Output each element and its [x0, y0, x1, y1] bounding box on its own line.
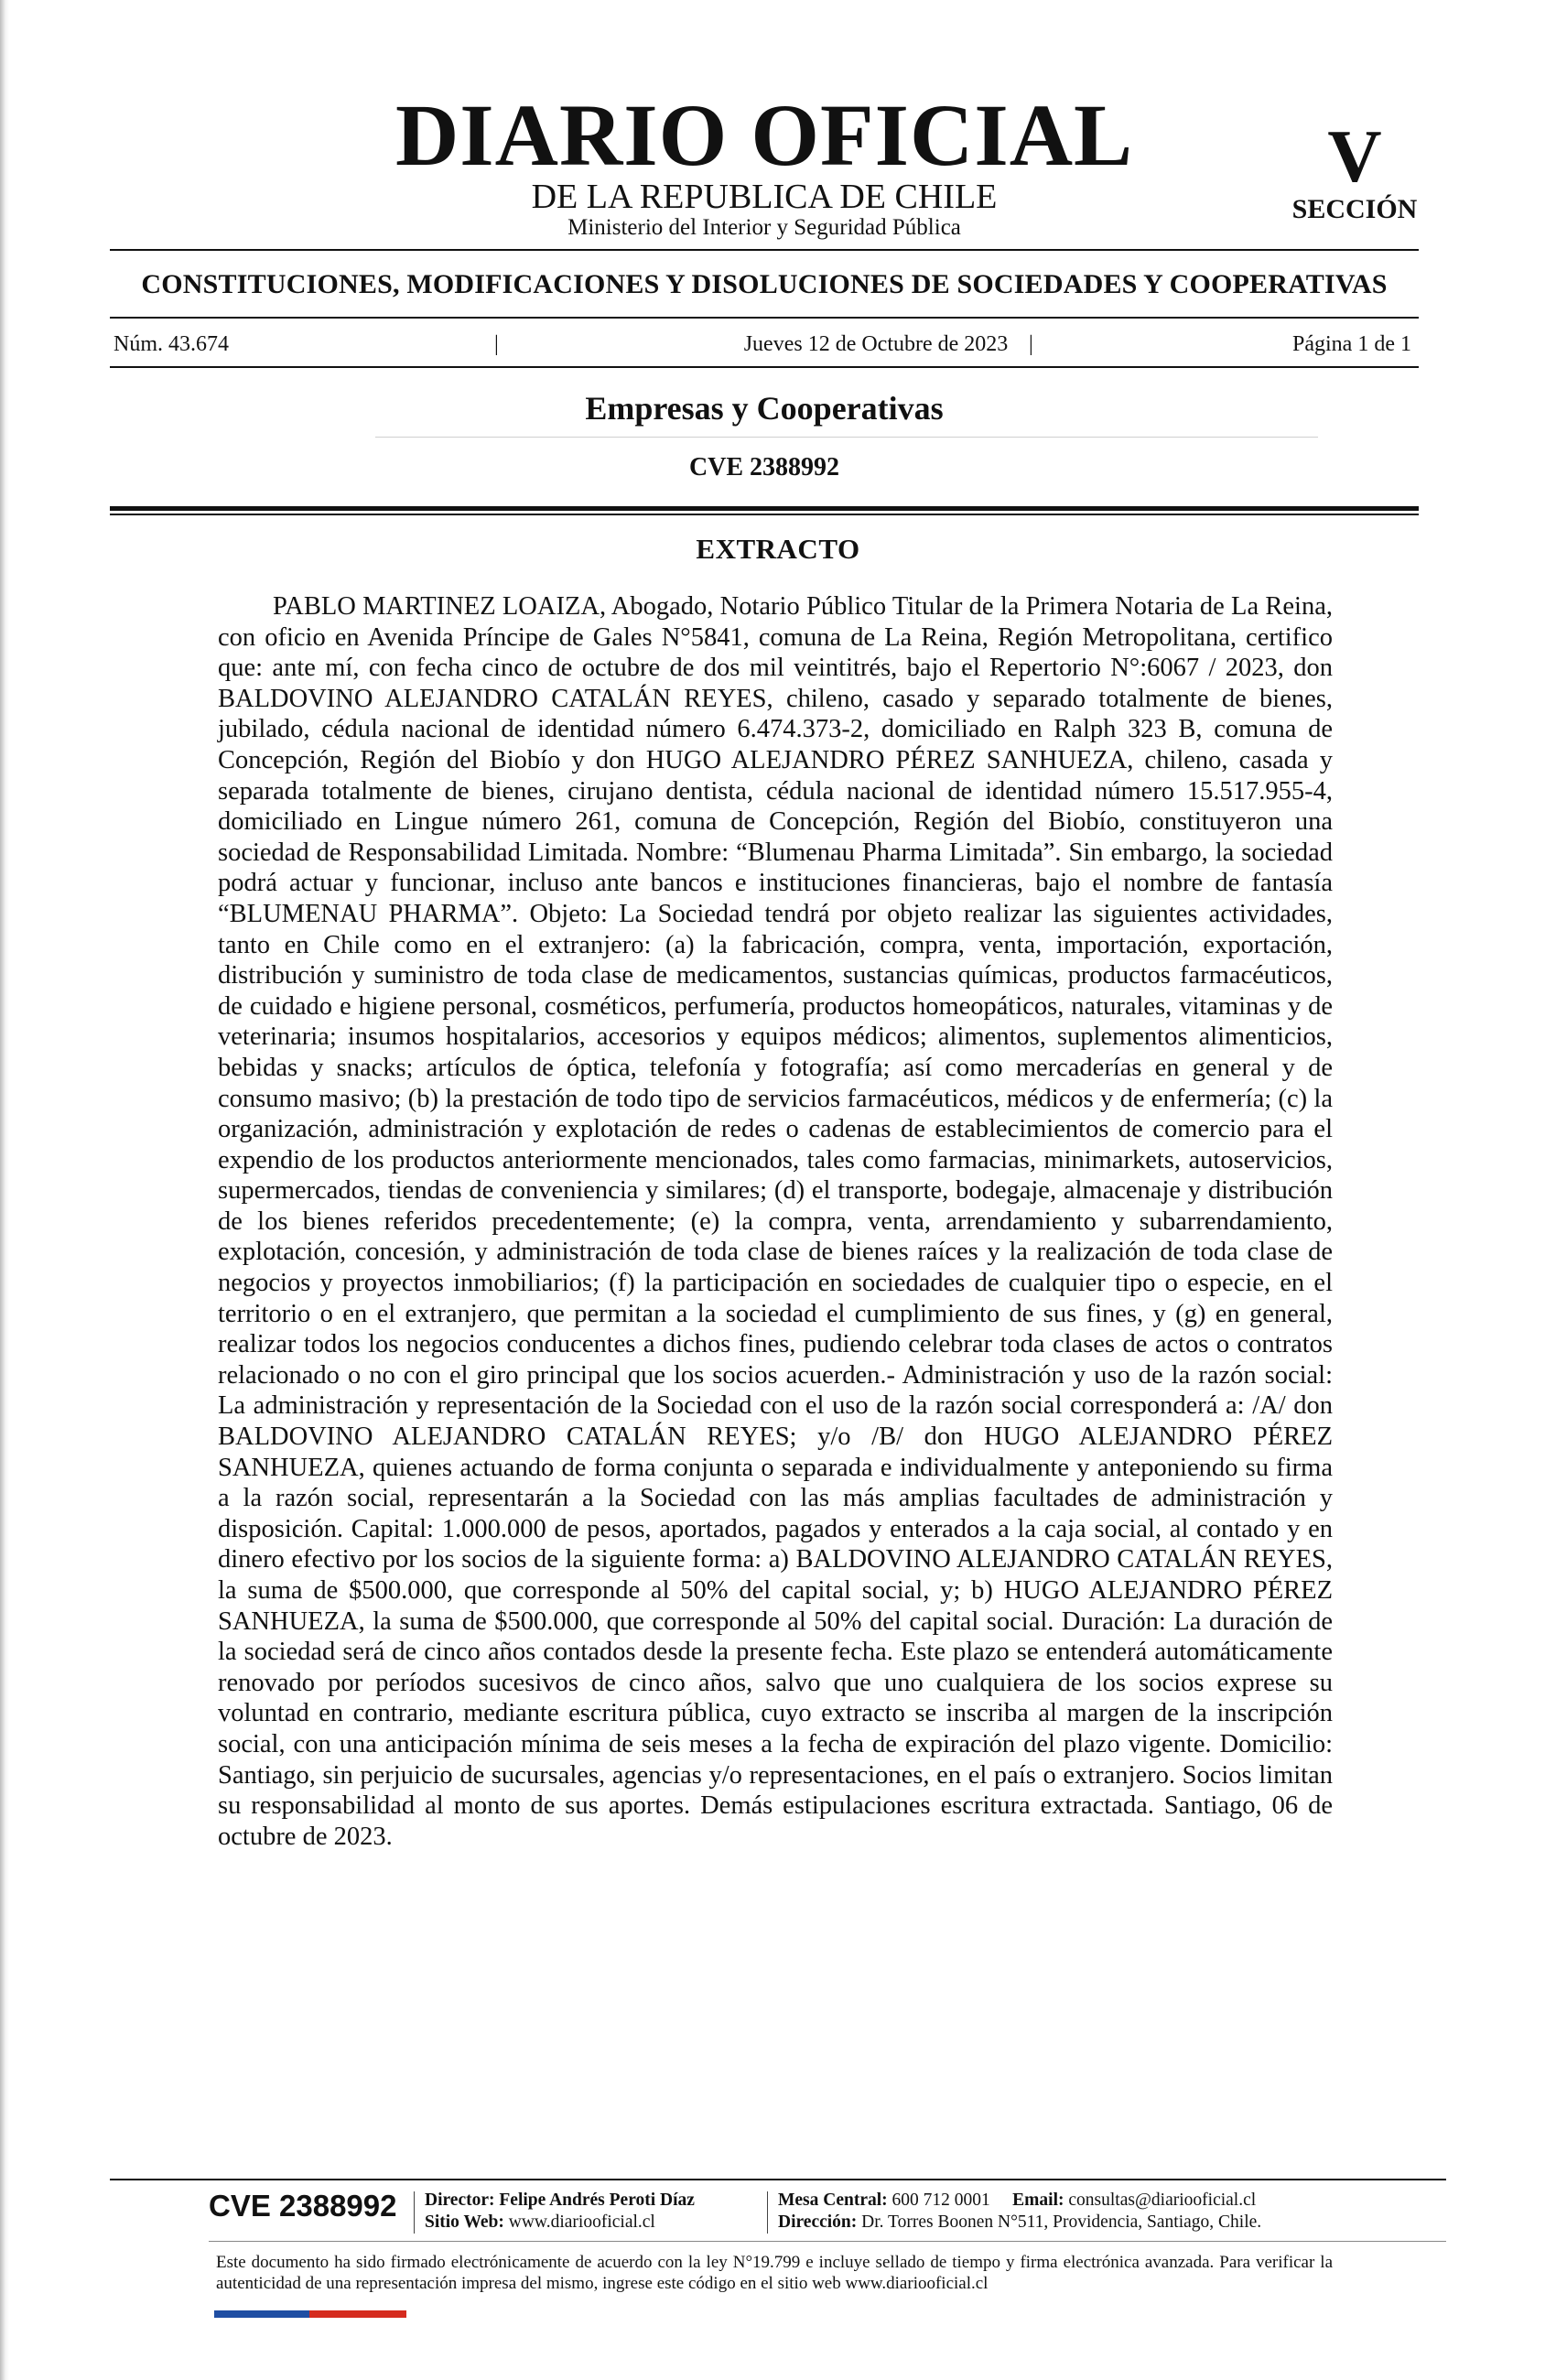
director-label: Director:	[425, 2191, 495, 2210]
issue-number: Núm. 43.674	[113, 332, 229, 356]
header-divider	[110, 317, 1419, 319]
footer-director-line	[425, 2190, 695, 2212]
director-name: Felipe Andrés Peroti Díaz	[499, 2191, 695, 2210]
footer-legal-notice: Este documento ha sido firmado electrónicamente de acuerdo con la ley N°19.799 e incluye sellado de tiempo y firma electrónica avanzada. Para verificar la autenticidad de una representación impresa del mismo, ingrese este código en el sitio web www.diariooficial.cl	[216, 2253, 1333, 2293]
ministry-line: Ministerio del Interior y Seguridad Pública	[567, 215, 961, 240]
flag-stripe-blue	[214, 2310, 309, 2318]
address-text: Dr. Torres Boonen N°511, Providencia, Santiago, Chile.	[861, 2212, 1262, 2232]
footer-divider	[110, 2179, 1446, 2180]
meta-separator: |	[1029, 332, 1033, 356]
issue-date: Jueves 12 de Octubre de 2023	[743, 332, 1009, 356]
cve-code: CVE 2388992	[688, 453, 840, 481]
phone-number: 600 712 0001	[891, 2191, 990, 2210]
meta-separator: |	[494, 332, 499, 356]
web-label: Sitio Web:	[425, 2212, 504, 2232]
newspaper-title: DIARIO OFICIAL	[394, 86, 1134, 184]
newspaper-subtitle: DE LA REPUBLICA DE CHILE	[531, 178, 998, 216]
address-label: Dirección:	[778, 2212, 858, 2232]
footer-director-block	[425, 2190, 695, 2234]
page-indicator: Página 1 de 1	[1292, 332, 1411, 356]
flag-stripe-red	[309, 2310, 406, 2318]
email-label: Email:	[1012, 2191, 1064, 2210]
phone-label: Mesa Central:	[778, 2191, 888, 2210]
footer-address-line	[778, 2212, 1261, 2234]
header-divider	[110, 249, 1419, 251]
content-divider-thick	[110, 506, 1419, 511]
header-divider	[110, 366, 1419, 368]
footer-cve-code: CVE 2388992	[209, 2189, 397, 2223]
section-underline	[375, 437, 1318, 438]
content-divider-thin	[110, 514, 1419, 515]
website-link[interactable]: www.diariooficial.cl	[508, 2212, 655, 2232]
footer-contact-block	[778, 2190, 1261, 2234]
section-indicator	[1263, 114, 1446, 224]
section-number: V	[1327, 114, 1382, 198]
section-label: SECCIÓN	[1291, 194, 1418, 224]
category-title: CONSTITUCIONES, MODIFICACIONES Y DISOLUCIONES DE SOCIEDADES Y COOPERATIVAS	[141, 269, 1388, 299]
footer-contact-line	[778, 2190, 1261, 2212]
footer-column-divider	[767, 2191, 768, 2234]
footer-column-divider	[414, 2191, 415, 2234]
document-heading: EXTRACTO	[696, 533, 860, 565]
document-body: PABLO MARTINEZ LOAIZA, Abogado, Notario Público Titular de la Primera Notaria de La Reina, con oficio en Avenida Príncipe de Gales N°5841, comuna de La Reina, Región Metropolitana, certifico que: ante mí, con fecha cinco de octubre de dos mil veintitrés, bajo el Repertorio N°:6067 / 2023, don BALDOVINO ALEJANDRO CATALÁN REYES, chileno, casado y separado totalmente de bienes, jubilado, cédula nacional de identidad número 6.474.373-2, domiciliado en Ralph 323 B, comuna de Concepción, Región del Biobío y don HUGO ALEJANDRO PÉREZ SANHUEZA, chileno, casada y separada totalmente de bienes, cirujano dentista, cédula nacional de identidad número 15.517.955-4, domiciliado en Lingue número 261, comuna de Concepción, Región del Biobío, constituyeron una sociedad de Responsabilidad Limitada. Nombre: “Blumenau Pharma Limitada”. Sin embargo, la sociedad podrá actuar y funcionar, incluso ante bancos e instituciones financieras, bajo el nombre de fantasía “BLUMENAU PHARMA”. Objeto: La Sociedad tendrá por objeto realizar las siguientes actividades, tanto en Chile como en el extranjero: (a) la fabricación, compra, venta, importación, exportación, distribución y suministro de toda clase de medicamentos, sustancias químicas, productos farmacéuticos, de cuidado e higiene personal, cosméticos, perfumería, productos homeopáticos, naturales, vitaminas y de veterinaria; insumos hospitalarios, accesorios y equipos médicos; alimentos, suplementos alimenticios, bebidas y snacks; artículos de óptica, telefonía y fotografía; así como mercaderías en general y de consumo masivo; (b) la prestación de todo tipo de servicios farmacéuticos, médicos y de enfermería; (c) la organización, administración y explotación de redes o cadenas de establecimientos de comercio para el expendio de los productos anteriormente mencionados, tales como farmacias, minimarkets, autoservicios, supermercados, tiendas de conveniencia y similares; (d) el transporte, bodegaje, almacenaje y distribución de los bienes referidos precedentemente; (e) la compra, venta, arrendamiento y subarrendamiento, explotación, concesión, y administración de toda clase de bienes raíces y la realización de toda clase de negocios y proyectos inmobiliarios; (f) la participación en sociedades de cualquier tipo o especie, en el territorio o en el extranjero, que permitan a la sociedad el cumplimiento de sus fines, y (g) en general, realizar todos los negocios conducentes a dichos fines, pudiendo celebrar toda clases de actos o contratos relacionado o no con el giro principal que los socios acuerden.- Administración y uso de la razón social: La administración y representación de la Sociedad con el uso de la razón social corresponderá a: /A/ don BALDOVINO ALEJANDRO CATALÁN REYES; y/o /B/ don HUGO ALEJANDRO PÉREZ SANHUEZA, quienes actuando de forma conjunta o separada e individualmente y anteponiendo su firma a la razón social, representarán a la Sociedad con las más amplias facultades de administración y disposición. Capital: 1.000.000 de pesos, aportados, pagados y enterados a la caja social, al contado y en dinero efectivo por los socios de la siguiente forma: a) BALDOVINO ALEJANDRO CATALÁN REYES, la suma de $500.000, que corresponde al 50% del capital social, y; b) HUGO ALEJANDRO PÉREZ SANHUEZA, la suma de $500.000, que corresponde al 50% del capital social. Duración: La duración de la sociedad será de cinco años contados desde la presente fecha. Este plazo se entenderá automáticamente renovado por períodos sucesivos de cinco años, salvo que uno cualquiera de los socios exprese su voluntad en contrario, mediante escritura pública, cuyo extracto se inscriba al margen de la inscripción social, con una anticipación mínima de seis meses a la fecha de expiración del plazo vigente. Domicilio: Santiago, sin perjuicio de sucursales, agencias y/o representaciones, en el país o extranjero. Socios limitan su responsabilidad al monto de sus aportes. Demás estipulaciones escritura extractada. Santiago, 06 de octubre de 2023.	[218, 592, 1333, 1851]
issue-meta-row	[113, 333, 1419, 357]
footer-legal-divider	[209, 2241, 1446, 2242]
email-link[interactable]: consultas@diariooficial.cl	[1068, 2191, 1257, 2210]
footer-web-line	[425, 2212, 695, 2234]
section-title: Empresas y Cooperativas	[585, 390, 944, 427]
